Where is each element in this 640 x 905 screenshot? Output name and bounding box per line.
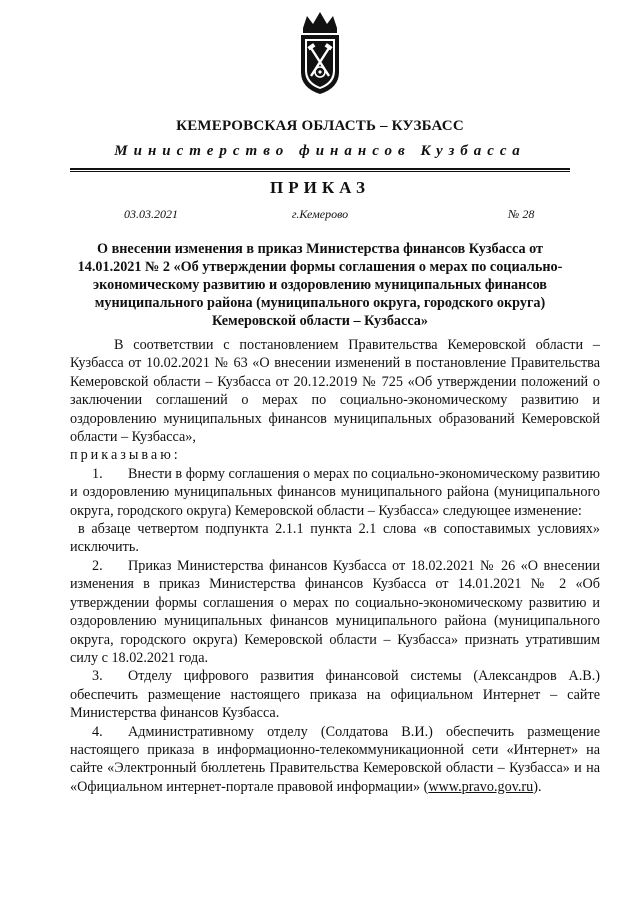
item-number: 4. bbox=[92, 723, 103, 740]
item-number: 2. bbox=[92, 557, 103, 574]
order-city: г.Кемерово bbox=[291, 207, 349, 221]
document-type-title: ПРИКАЗ bbox=[270, 178, 370, 197]
order-word: приказываю: bbox=[70, 447, 181, 464]
order-number: № 28 bbox=[508, 207, 535, 221]
item-text: Внести в форму соглашения о мерах по социально-экономическому развитию и оздоровлению муниципальных финансов муниципального района (муниципального округа, городского округа) Кемеровской области – Кузбасса» следующее изменение: bbox=[70, 465, 600, 519]
item-number: 1. bbox=[92, 465, 103, 482]
item-text: Отделу цифрового развития финансовой системы (Александров А.В.) обеспечить размещение настоящего приказа на официальном Интернет – сайте Министерства финансов Кузбасса. bbox=[70, 668, 600, 722]
pravo-gov-link[interactable]: www.pravo.gov.ru bbox=[428, 778, 534, 795]
item-1 bbox=[70, 465, 600, 520]
preamble-paragraph: В соответствии с постановлением Правительства Кемеровской области – Кузбасса от 10.02.2021 № 63 «О внесении изменений в постановление Правительства Кемеровской области – Кузбасса от 20.12.2019 № 725 «Об утверждении положений о заключении соглашений о мерах по социально-экономическому развитию и оздоровлению муниципальных финансов муниципальных образований Кемеровской области – Кузбасса», bbox=[70, 337, 600, 446]
region-name: КЕМЕРОВСКАЯ ОБЛАСТЬ – КУЗБАСС bbox=[176, 118, 464, 134]
header-divider-thin bbox=[70, 171, 570, 172]
item-text: Приказ Министерства финансов Кузбасса от 18.02.2021 № 26 «О внесении изменения в приказ Министерства финансов Кузбасса от 14.01.2021 № 2 «Об утверждении формы соглашения о мерах по социально-экономическому развитию и оздоровлению муниципальных финансов муниципального района (муниципального округа, городского округа) Кемеровской области – Кузбасса» признать утратившим силу с 18.02.2021 года. bbox=[70, 557, 600, 666]
item-2 bbox=[70, 557, 600, 667]
order-date: 03.03.2021 bbox=[124, 207, 178, 221]
kemerovo-coat-of-arms-icon bbox=[297, 10, 343, 96]
order-body bbox=[70, 336, 600, 796]
item-1-subparagraph: в абзаце четвертом подпункта 2.1.1 пункта 2.1 слова «в сопоставимых условиях» исключить. bbox=[70, 521, 600, 556]
item-number: 3. bbox=[92, 668, 103, 685]
order-subject: О внесении изменения в приказ Министерства финансов Кузбасса от 14.01.2021 № 2 «Об утверждении формы соглашения о мерах по социально-экономическому развитию и оздоровлению муниципальных финансов муниципального района (муниципального округа, городского округа) Кемеровской области – Кузбасса» bbox=[77, 241, 563, 329]
item-text: Административному отделу (Солдатова В.И.) обеспечить размещение настоящего приказа в информационно-телекоммуникационной сети «Интернет» на сайте «Электронный бюллетень Правительства Кемеровской области – Кузбасса» и на «Официальном интернет-портале правовой информации» ( bbox=[70, 723, 600, 795]
header-divider bbox=[70, 168, 570, 170]
ministry-name: Министерство финансов Кузбасса bbox=[114, 143, 526, 159]
item-4 bbox=[70, 723, 600, 797]
item-text-end: ). bbox=[533, 778, 542, 795]
item-3 bbox=[70, 667, 600, 722]
